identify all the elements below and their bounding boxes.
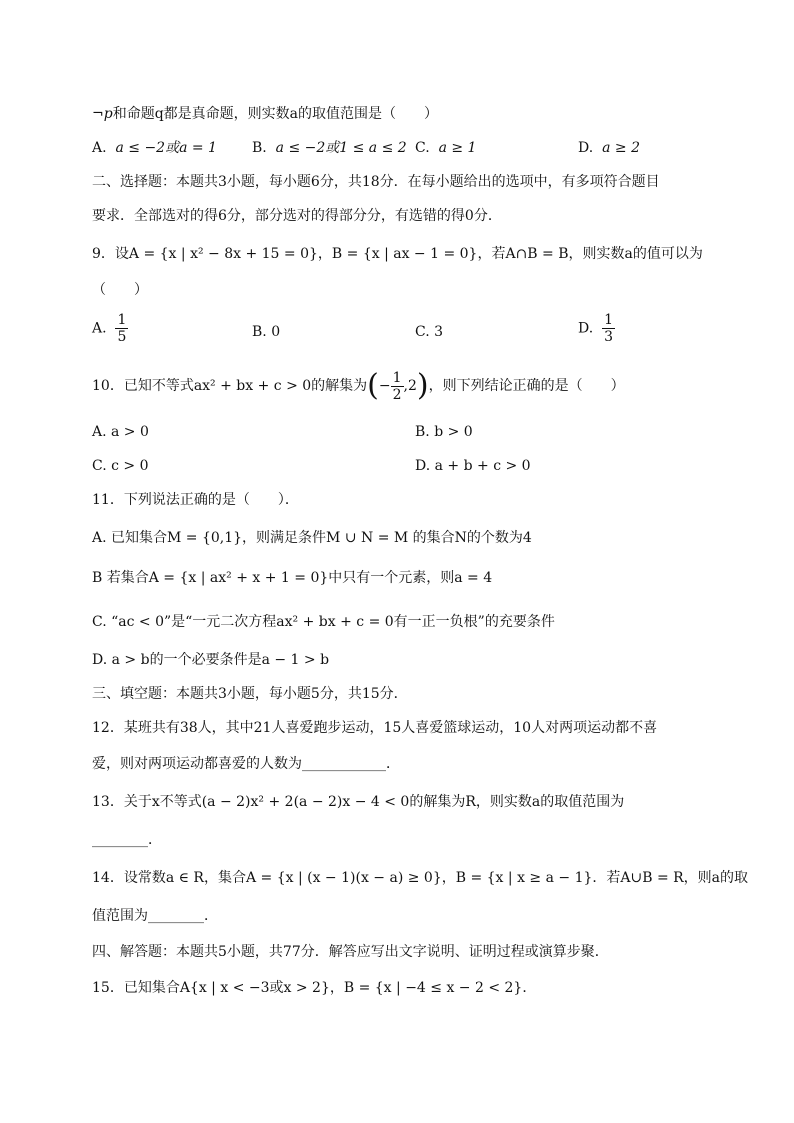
q15-stem: 15．已知集合A{x | x < −3或x > 2}，B = {x | −4 ≤ x − 2 < 2}． [92,980,537,996]
q11-option-c: C. “ac < 0”是“一元二次方程ax² + bx + c = 0有一正一负根”的充要条件 [92,614,555,630]
q13-stem-line1: 13．关于x不等式(a − 2)x² + 2(a − 2)x − 4 < 0的解集为R，则实数a的取值范围为 [92,794,625,810]
q10-option-a: A. a > 0 [92,424,149,440]
q8-option-c: C. a ≥ 1 [415,140,477,156]
q11-stem: 11．下列说法正确的是（ ）． [92,492,299,508]
q11-option-b: B 若集合A = {x | ax² + x + 1 = 0}中只有一个元素，则a = 4 [92,570,493,586]
fraction: $\frac{1}{3}$ [604,312,614,345]
fraction: $\frac{1}{2}$ [392,369,402,403]
q9-option-b: B. 0 [252,324,281,340]
q14-stem-line2: 值范围为________． [92,908,218,924]
q9-blank: （ ） [92,282,148,298]
q10-option-c: C. c > 0 [92,458,149,474]
q9-option-a: A. $\frac{1}{5}$ [92,312,127,345]
q11-option-d: D. a > b的一个必要条件是a − 1 > b [92,652,330,668]
q8-option-a: A. a ≤ −2或a = 1 [92,140,217,156]
q8-option-b: B. a ≤ −2或1 ≤ a ≤ 2 [252,140,407,156]
q13-stem-line2: ________． [92,832,162,848]
q10-option-d: D. a + b + c > 0 [415,458,531,474]
section2-heading-line2: 要求．全部选对的得6分，部分选对的得部分分，有选错的得0分． [92,208,502,224]
q8-option-d: D. a ≥ 2 [578,140,640,156]
section4-heading: 四、解答题：本题共5小题，共77分．解答应写出文字说明、证明过程或演算步聚． [92,944,609,960]
neg-p-symbol: ¬p [92,106,113,122]
section3-heading: 三、填空题：本题共3小题，每小题5分，共15分． [92,686,408,702]
q12-stem-line1: 12．某班共有38人，其中21人喜爱跑步运动，15人喜爱篮球运动，10人对两项运动都不喜 [92,720,658,736]
q10-stem: 10．已知不等式ax² + bx + c > 0的解集为(− $\frac{1}{2}$ ,2)，则下列结论正确的是（ ） [92,368,625,403]
q11-option-a: A. 已知集合M = {0,1}，则满足条件M ∪ N = M 的集合N的个数为4 [92,530,532,546]
q14-stem-line1: 14．设常数a ∈ R，集合A = {x | (x − 1)(x − a) ≥ 0}，B = {x | x ≥ a − 1}．若A∪B = R，则a的取 [92,870,749,886]
q9-option-c: C. 3 [415,324,444,340]
q10-option-b: B. b > 0 [415,424,473,440]
fraction: $\frac{1}{5}$ [117,312,127,345]
q9-stem: 9．设A = {x | x² − 8x + 15 = 0}，B = {x | ax − 1 = 0}，若A∩B = B，则实数a的值可以为 [92,246,703,262]
q8-stem-text: 和命题q都是真命题，则实数a的取值范围是（ ） [112,106,439,122]
q8-stem-tail [92,104,438,124]
section2-heading-line1: 二、选择题：本题共3小题，每小题6分，共18分．在每小题给出的选项中，有多项符合题目 [92,174,660,190]
q9-option-d: D. $\frac{1}{3}$ [578,312,614,345]
q12-stem-line2: 爱，则对两项运动都喜爱的人数为____________． [92,756,400,772]
